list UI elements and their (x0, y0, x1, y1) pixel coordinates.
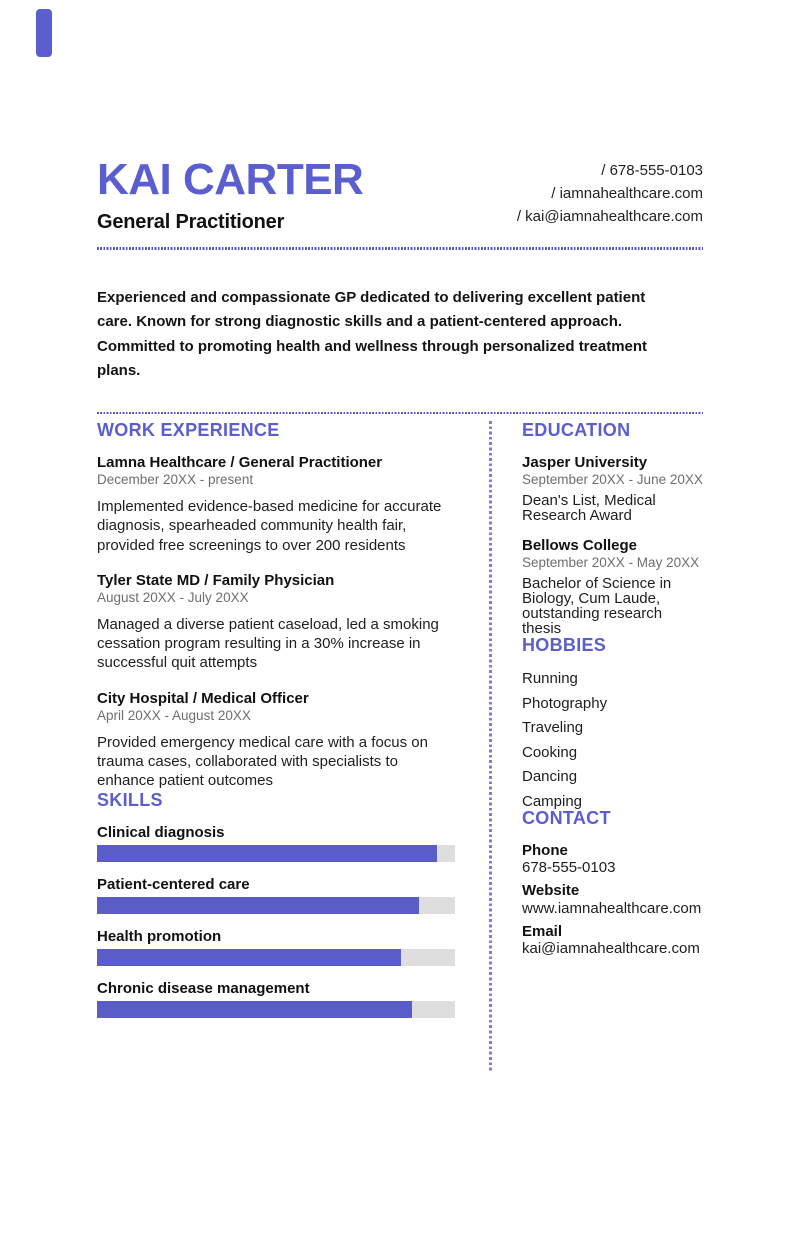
contact-phone-value: 678-555-0103 (522, 859, 616, 876)
person-job-title: General Practitioner (97, 211, 285, 233)
job-dates: December 20XX - present (97, 472, 254, 487)
left-column (97, 421, 456, 1071)
job-entry (97, 455, 456, 555)
skill-label: Clinical diagnosis (97, 823, 225, 841)
skill-item (97, 981, 456, 1018)
skill-bar-fill (97, 1001, 412, 1018)
contact-entry (522, 843, 703, 876)
skill-item (97, 929, 456, 966)
header-contact-block (517, 158, 703, 228)
skill-item (97, 825, 456, 862)
job-description: Provided emergency medical care with a focus on trauma cases, collaborated with specialists to enhance patient outcomes (97, 733, 428, 790)
education-entry (522, 538, 703, 636)
header-phone: / 678-555-0103 (601, 162, 703, 179)
skill-bar-fill (97, 845, 437, 862)
contact-website-value: www.iamnahealthcare.com (522, 899, 702, 917)
dotted-rule-bottom (97, 412, 703, 415)
skill-label: Patient-centered care (97, 875, 250, 893)
contact-label: Email (522, 922, 563, 940)
header-website: / iamnahealthcare.com (551, 184, 703, 202)
section-heading-skills: SKILLS (97, 789, 163, 810)
job-description: Implemented evidence-based medicine for accurate diagnosis, spearheaded community health fair, provided free screenings to over 200 residents (97, 498, 442, 554)
header-email: / kai@iamnahealthcare.com (516, 207, 703, 225)
school-dates: September 20XX - June 20XX (522, 472, 703, 487)
contact-label: Phone (522, 841, 568, 859)
hobby-item: Cooking (522, 743, 578, 761)
hobby-item: Camping (522, 792, 583, 810)
job-title: Lamna Healthcare / General Practitioner (97, 454, 383, 471)
contact-entry (522, 883, 703, 916)
right-column (522, 421, 703, 1071)
summary-text: Experienced and compassionate GP dedicated to delivering excellent patient care. Known for strong diagnostic skills and a patient-centered approach. Committed to promoting health and wellness through personalized treatment plans. (97, 288, 648, 379)
job-dates: August 20XX - July 20XX (97, 589, 249, 605)
skill-item (97, 877, 456, 914)
school-description: Bachelor of Science in Biology, Cum Laude, outstanding research thesis (522, 575, 672, 637)
skill-bar-track (97, 949, 455, 966)
skill-bar-fill (97, 897, 419, 914)
contact-entry (522, 924, 703, 957)
section-heading-work-experience: WORK EXPERIENCE (97, 420, 280, 440)
corner-accent-bar (36, 9, 52, 57)
dotted-rule-top (97, 247, 703, 250)
school-name: Jasper University (522, 454, 648, 471)
education-entry (522, 455, 703, 523)
skill-label: Chronic disease management (97, 979, 310, 997)
section-heading-education: EDUCATION (522, 420, 631, 440)
contact-email-value: kai@iamnahealthcare.com (522, 940, 700, 957)
two-column-layout (97, 421, 703, 1071)
section-heading-hobbies: HOBBIES (522, 635, 607, 655)
school-name: Bellows College (522, 537, 638, 554)
contact-label: Website (522, 882, 580, 899)
job-dates: April 20XX - August 20XX (97, 707, 251, 723)
job-title: City Hospital / Medical Officer (97, 689, 309, 707)
identity-block (97, 155, 364, 234)
person-name: KAI CARTER (97, 155, 364, 204)
hobby-item: Photography (522, 694, 608, 712)
skill-label: Health promotion (97, 927, 222, 945)
job-title: Tyler State MD / Family Physician (97, 571, 335, 589)
skill-bar-track (97, 897, 455, 914)
hobby-item: Traveling (522, 719, 584, 736)
hobby-item: Running (522, 670, 578, 687)
school-description: Dean's List, Medical Research Award (522, 492, 656, 524)
column-divider (489, 421, 492, 1071)
school-dates: September 20XX - May 20XX (522, 555, 700, 570)
hobby-item: Dancing (522, 768, 578, 785)
section-heading-contact: CONTACT (522, 807, 611, 828)
skill-bar-track (97, 845, 455, 862)
job-description: Managed a diverse patient caseload, led a smoking cessation program resulting in a 30% increase in successful quit attempts (97, 615, 439, 672)
resume-header (97, 155, 703, 234)
job-entry (97, 691, 456, 791)
skill-bar-fill (97, 949, 401, 966)
skill-bar-track (97, 1001, 455, 1018)
job-entry (97, 573, 456, 673)
